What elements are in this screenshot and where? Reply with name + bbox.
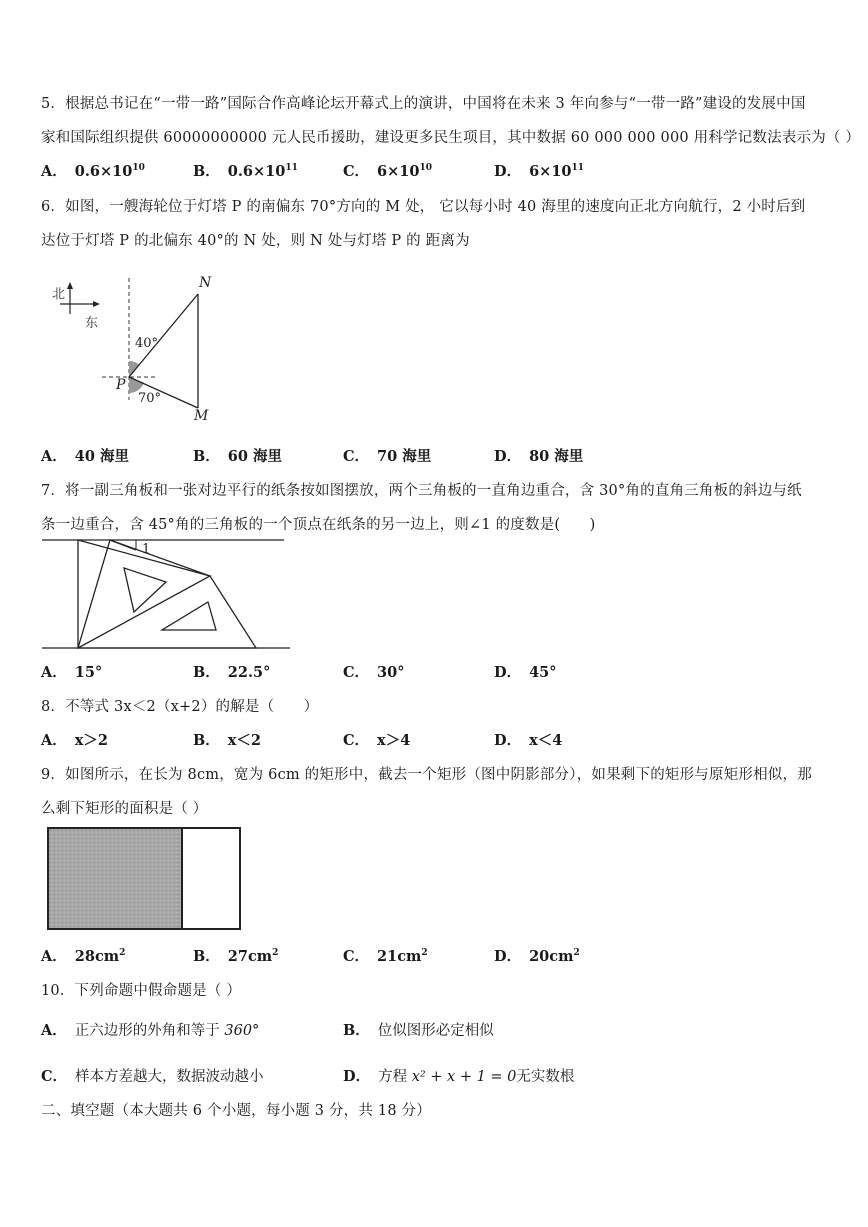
- q5-option-b: B． $0.6\times 10^{11}$: [193, 163, 298, 180]
- q7-stem-line2: 条一边重合，含 45°角的三角板的一个顶点在纸条的另一边上，则∠1 的度数是( ): [41, 517, 596, 533]
- q7-option-a: A． 15°: [41, 664, 103, 681]
- q9-figure: [46, 826, 248, 932]
- shaded-cut-rectangle: [48, 828, 182, 929]
- q9-option-d: D． $20cm^2$: [494, 948, 580, 965]
- q7-option-d: D． 45°: [494, 664, 557, 681]
- q10-stem: 10．下列命题中假命题是（ ）: [41, 983, 242, 999]
- compass-east-label: 东: [85, 316, 99, 331]
- angle-40-label: 40°: [135, 336, 159, 351]
- q9-stem-line2: 么剩下矩形的面积是（ ）: [41, 801, 208, 817]
- q10-option-a: A． 正六边形的外角和等于 360°: [41, 1022, 260, 1039]
- q5-option-a: A． $0.6\times 10^{10}$: [41, 163, 145, 180]
- q5-stem-line1: 5．根据总书记在“一带一路”国际合作高峰论坛开幕式上的演讲，中国将在未来 3 年向参与“一带一路”建设的发展中国: [41, 96, 806, 112]
- q5-option-c: C． $6\times 10^{10}$: [343, 163, 432, 180]
- q6-option-a: A． 40 海里: [41, 448, 129, 465]
- point-n-label: N: [199, 275, 212, 291]
- q8-option-d: D． x＜4: [494, 732, 563, 749]
- q6-figure: [46, 272, 226, 424]
- q6-stem-line2: 达位于灯塔 P 的北偏东 40°的 N 处，则 N 处与灯塔 P 的 距离为: [41, 233, 470, 249]
- compass-north-label: 北: [52, 287, 66, 302]
- q8-option-b: B． x＜2: [193, 732, 261, 749]
- q6-option-b: B． 60 海里: [193, 448, 282, 465]
- q9-stem-line1: 9．如图所示，在长为 8cm，宽为 6cm 的矩形中，截去一个矩形（图中阴影部分），如果剩下的矩形与原矩形相似，那: [41, 767, 812, 783]
- q7-option-b: B． 22.5°: [193, 664, 271, 681]
- q5-stem-line2: 家和国际组织提供 60000000000 元人民币援助，建设更多民生项目，其中数据 60 000 000 000 用科学记数法表示为（ ）: [41, 130, 861, 146]
- q10-option-c: C． 样本方差越大，数据波动越小: [41, 1068, 264, 1085]
- triangle-45-outer: [78, 540, 256, 648]
- triangle-45-inner: [162, 602, 216, 630]
- q8-option-c: C． x＞4: [343, 732, 411, 749]
- q9-option-c: C． $21cm^2$: [343, 948, 428, 965]
- q10-option-d: D． 方程 x² + x + 1 = 0无实数根: [343, 1068, 575, 1085]
- q7-figure: [38, 536, 292, 654]
- q9-option-a: A． $28cm^2$: [41, 948, 126, 965]
- q6-option-c: C． 70 海里: [343, 448, 432, 465]
- angle-70-label: 70°: [138, 391, 162, 406]
- q7-stem-line1: 7．将一副三角板和一张对边平行的纸条按如图摆放，两个三角板的一直角边重合，含 30°角的直角三角板的斜边与纸: [41, 483, 802, 499]
- q6-stem-line1: 6．如图，一艘海轮位于灯塔 P 的南偏东 70°方向的 M 处， 它以每小时 40 海里的速度向正北方向航行，2 小时后到: [41, 199, 806, 215]
- q6-option-d: D． 80 海里: [494, 448, 584, 465]
- q5-option-d: D． $6\times 10^{11}$: [494, 163, 585, 180]
- remaining-rectangle: [182, 828, 240, 929]
- q9-option-b: B． $27cm^2$: [193, 948, 279, 965]
- q10-option-b: B． 位似图形必定相似: [343, 1022, 494, 1039]
- point-p-label: P: [116, 377, 126, 393]
- point-m-label: M: [194, 408, 209, 424]
- q8-option-a: A． x＞2: [41, 732, 108, 749]
- angle-1-label: 1: [142, 542, 151, 557]
- section-2-heading: 二、填空题（本大题共 6 个小题，每小题 3 分，共 18 分）: [41, 1103, 431, 1119]
- triangle-30-inner: [124, 568, 166, 612]
- q7-option-c: C． 30°: [343, 664, 405, 681]
- q8-stem: 8．不等式 3x＜2（x+2）的解是（ ）: [41, 699, 319, 715]
